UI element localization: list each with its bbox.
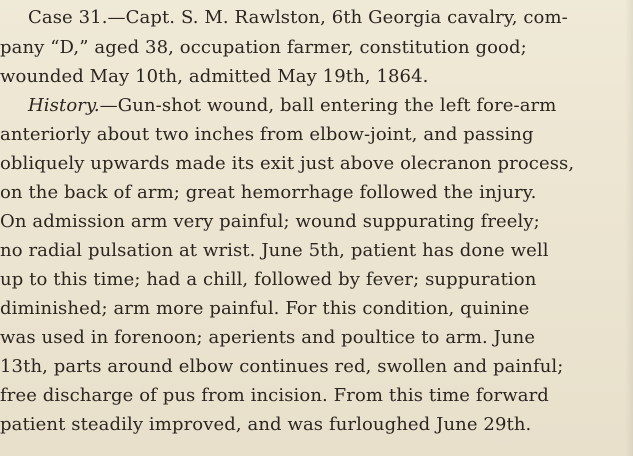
text-line-7 bbox=[0, 179, 633, 207]
text-line-1 bbox=[0, 4, 633, 32]
text-line-15 bbox=[0, 411, 633, 439]
text-segment-6: obliquely upwards made its exit just above olecranon process, bbox=[0, 153, 575, 174]
page-edge-shadow bbox=[625, 0, 633, 456]
text-segment-10: up to this time; had a chill, followed by fever; suppuration bbox=[0, 269, 537, 290]
text-segment-5: anteriorly about two inches from elbow-joint, and passing bbox=[0, 124, 534, 145]
history-label: History. bbox=[28, 95, 100, 116]
text-segment-11: diminished; arm more painful. For this condition, quinine bbox=[0, 298, 530, 319]
text-line-6 bbox=[0, 150, 633, 178]
text-line-13 bbox=[0, 353, 633, 381]
text-line-2 bbox=[0, 34, 633, 62]
text-line-3 bbox=[0, 63, 633, 91]
text-line-12 bbox=[0, 324, 633, 352]
text-segment-12: was used in forenoon; aperients and poultice to arm. June bbox=[0, 327, 536, 348]
text-segment-14: free discharge of pus from incision. From this time forward bbox=[0, 385, 549, 406]
text-segment-2: pany “D,” aged 38, occupation farmer, constitution good; bbox=[0, 37, 527, 58]
text-segment-15: patient steadily improved, and was furloughed June 29th. bbox=[0, 414, 532, 435]
text-line-14 bbox=[0, 382, 633, 410]
text-segment-8: On admission arm very painful; wound suppurating freely; bbox=[0, 211, 540, 232]
case-heading-line: Case 31.—Capt. S. M. Rawlston, 6th Georgia cavalry, com- bbox=[28, 7, 568, 28]
text-line-5 bbox=[0, 121, 633, 149]
text-line-11 bbox=[0, 295, 633, 323]
text-line-4 bbox=[0, 92, 633, 120]
text-line-9 bbox=[0, 237, 633, 265]
text-segment-7: on the back of arm; great hemorrhage followed the injury. bbox=[0, 182, 537, 203]
text-segment-3: wounded May 10th, admitted May 19th, 1864. bbox=[0, 66, 429, 87]
text-line-10 bbox=[0, 266, 633, 294]
text-segment-9: no radial pulsation at wrist. June 5th, patient has done well bbox=[0, 240, 549, 261]
history-text: —Gun-shot wound, ball entering the left fore-arm bbox=[99, 95, 557, 116]
text-segment-13: 13th, parts around elbow continues red, swollen and painful; bbox=[0, 356, 564, 377]
text-line-8 bbox=[0, 208, 633, 236]
